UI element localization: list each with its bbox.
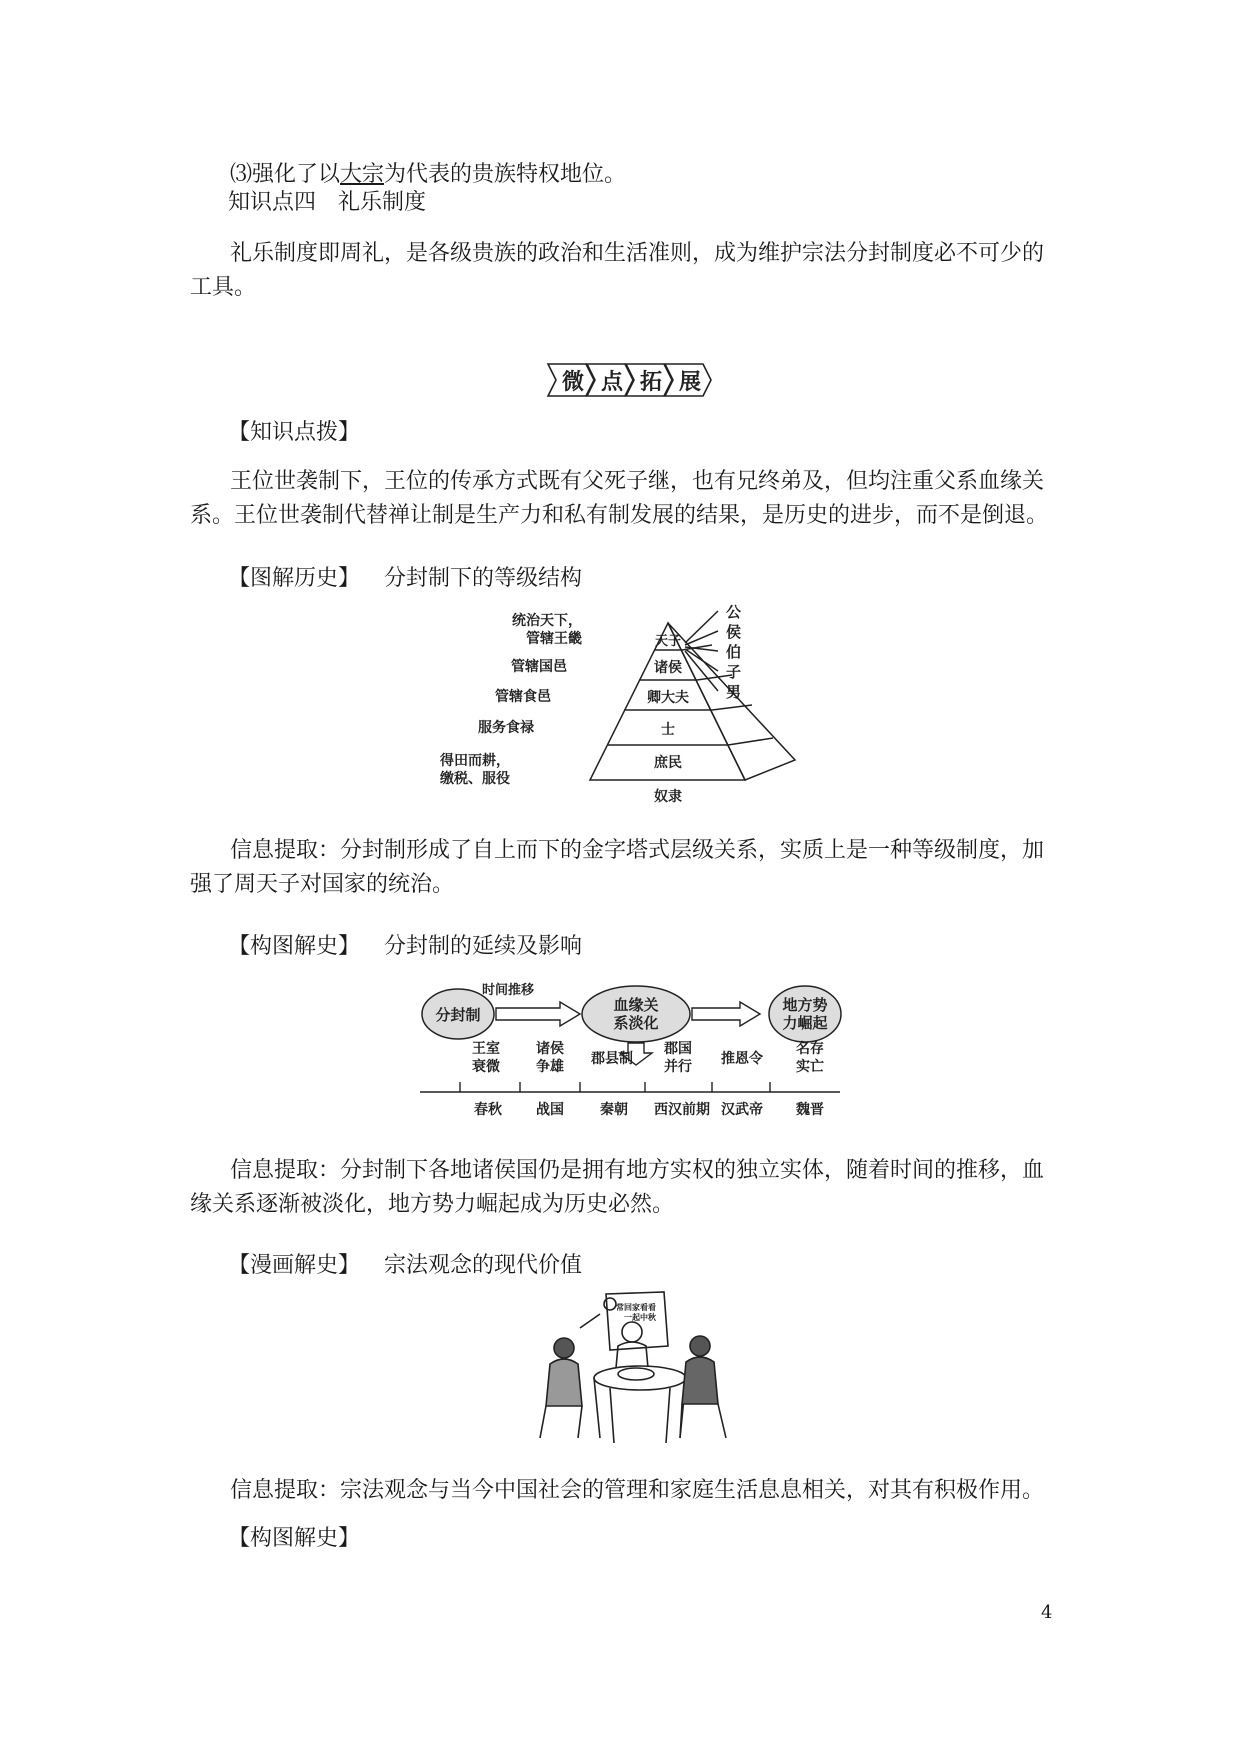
section-title: 知识点四 礼乐制度	[228, 190, 427, 215]
rank-hou: 侯	[726, 623, 742, 641]
arrow-rise	[692, 1002, 760, 1026]
tier-shi: 士	[661, 722, 675, 738]
woman-head	[554, 1338, 574, 1358]
event-mingcun-2: 实亡	[796, 1059, 824, 1075]
period-hanwudi: 汉武帝	[721, 1102, 763, 1118]
label-guoyi: 管辖国邑	[511, 659, 567, 675]
weidian-banner	[548, 360, 708, 404]
goutu-title: 分封制的延续及影响	[384, 934, 583, 959]
fengjian-flow-diagram	[420, 980, 840, 1134]
family-dinner-cartoon	[540, 1288, 730, 1462]
rank-nan: 男	[726, 683, 742, 701]
tujie-tag: 【图解历史】	[228, 566, 361, 591]
event-zhuhou-2: 争雄	[536, 1059, 564, 1075]
woman-body	[546, 1359, 582, 1406]
manhua-tag: 【漫画解史】	[228, 1253, 361, 1278]
info-pyramid: 信息提取：分封制形成了自上而下的金字塔式层级关系，实质上是一种等级制度，加强了周天子对国家的统治。	[190, 838, 1045, 897]
poster-line-2: 一起中秋	[624, 1313, 656, 1322]
info-cartoon: 信息提取：宗法观念与当今中国社会的管理和家庭生活息息相关，对其有积极作用。	[230, 1478, 1045, 1503]
tier-tianzi: 天子	[654, 634, 682, 649]
banner-char-1: 微	[561, 370, 585, 395]
banner-char-4: 展	[678, 370, 702, 395]
tier-nuli: 奴隶	[654, 789, 682, 805]
label-shiyi: 管辖食邑	[495, 689, 551, 705]
banner-char-3: 拓	[639, 370, 663, 395]
event-wangshi-1: 王室	[472, 1041, 500, 1057]
arrow-label: 时间推移	[482, 983, 535, 998]
manhua-heading	[228, 1251, 582, 1281]
paragraph-liyue: 礼乐制度即周礼，是各级贵族的政治和生活准则，成为维护宗法分封制度必不可少的工具。	[190, 241, 1045, 300]
manhua-title: 宗法观念的现代价值	[384, 1253, 583, 1278]
rank-zi: 子	[726, 663, 742, 681]
label-wangji: 管辖王畿	[526, 631, 582, 647]
period-zhanguo: 战国	[536, 1102, 564, 1118]
pyramid-diagram	[440, 603, 810, 829]
period-weijin: 魏晋	[796, 1102, 824, 1118]
period-xihan: 西汉前期	[654, 1102, 710, 1118]
event-junguo-2: 并行	[664, 1059, 692, 1075]
node-label-xueyuan-2: 系淡化	[613, 1014, 659, 1032]
period-qin: 秦朝	[600, 1102, 628, 1118]
event-tuienling: 推恩令	[721, 1051, 763, 1067]
tujie-heading	[228, 564, 582, 594]
tier-zhuhou: 诸侯	[654, 660, 682, 676]
rank-gong: 公	[726, 603, 742, 621]
tier-shumin: 庶民	[654, 755, 682, 771]
node-label-difang-1: 地方势	[782, 996, 828, 1014]
goutu-heading	[228, 932, 582, 962]
scissors-handle	[580, 1314, 600, 1328]
label-shilu: 服务食禄	[478, 720, 534, 736]
zhishi-tag: 【知识点拨】	[228, 420, 361, 445]
label-tongzhi: 统治天下，	[512, 613, 582, 629]
node-label-difang-2: 力崛起	[782, 1014, 828, 1032]
woman-chair	[540, 1406, 582, 1438]
table-top	[594, 1366, 686, 1390]
event-junxian: 郡县制	[591, 1051, 633, 1067]
node-label-fengjian: 分封制	[435, 1006, 481, 1024]
man-head	[690, 1336, 710, 1356]
arrow-time	[496, 1002, 580, 1026]
tier-qingdafu: 卿大夫	[647, 690, 689, 706]
goutu-tag: 【构图解史】	[228, 934, 361, 959]
man-chair	[680, 1404, 726, 1438]
event-zhuhou-1: 诸侯	[536, 1041, 564, 1057]
paragraph-dazong: ⑶强化了以大宗为代表的贵族特权地位。	[230, 162, 627, 187]
period-chunqiu: 春秋	[474, 1102, 502, 1118]
event-mingcun-1: 名存	[796, 1041, 824, 1057]
event-wangshi-2: 衰微	[472, 1059, 500, 1075]
page-number: 4	[1041, 1602, 1053, 1623]
label-shuiyi: 缴税、服役	[440, 771, 510, 787]
event-junguo-1: 郡国	[664, 1041, 692, 1057]
man-body	[682, 1357, 718, 1404]
goutu-tag-2: 【构图解史】	[228, 1526, 361, 1551]
poster-line-1: 常回家看看	[616, 1303, 656, 1312]
underlined-term: 大宗	[340, 162, 385, 187]
info-flow: 信息提取：分封制下各地诸侯国仍是拥有地方实权的独立实体，随着时间的推移，血缘关系逐渐被淡化，地方势力崛起成为历史必然。	[190, 1158, 1045, 1217]
rank-bo: 伯	[726, 643, 742, 661]
node-label-xueyuan-1: 血缘关	[613, 996, 659, 1014]
label-gengtian: 得田而耕，	[440, 753, 510, 769]
paragraph-wangwei: 王位世袭制下，王位的传承方式既有父死子继，也有兄终弟及，但均注重父系血缘关系。王位世袭制代替禅让制是生产力和私有制发展的结果，是历史的进步，而不是倒退。	[190, 469, 1049, 528]
banner-char-2: 点	[600, 370, 624, 395]
tujie-title: 分封制下的等级结构	[384, 566, 583, 591]
